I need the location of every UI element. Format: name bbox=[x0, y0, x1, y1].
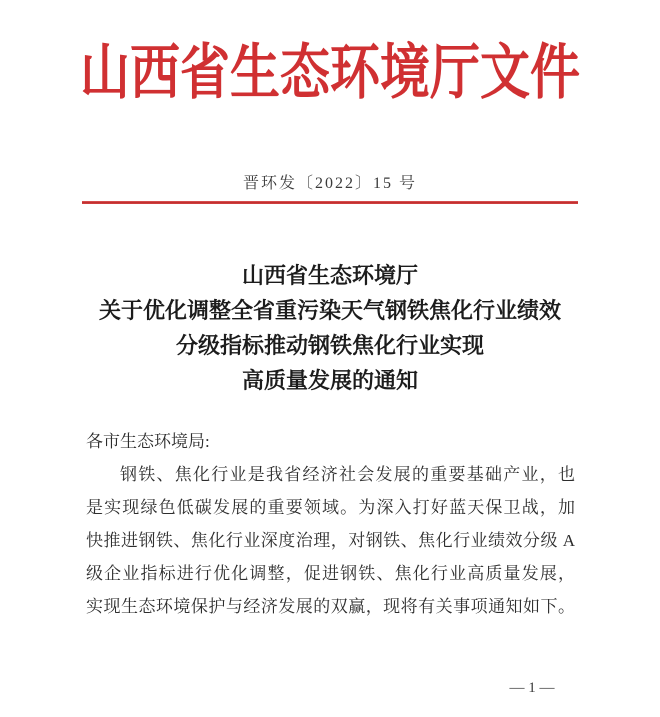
body-line-4: 级企业指标进行优化调整，促进钢铁、焦化行业高质量发展， bbox=[86, 564, 575, 583]
body-line-5: 实现生态环境保护与经济发展的双赢，现将有关事项通知如下。 bbox=[86, 597, 575, 616]
body-line-3: 快推进钢铁、焦化行业深度治理，对钢铁、焦化行业绩效分级 A bbox=[86, 531, 575, 550]
doc-reference-number: 晋环发〔2022〕15 号 bbox=[242, 175, 417, 192]
body-line-2: 是实现绿色低碳发展的重要领域。为深入打好蓝天保卫战，加 bbox=[86, 498, 575, 517]
red-divider-line bbox=[82, 201, 578, 204]
doc-title-line-1: 山西省生态环境厅 bbox=[241, 263, 418, 288]
page-number: — 1 — bbox=[509, 680, 555, 696]
doc-title-block bbox=[30, 258, 630, 398]
doc-title-line-2: 关于优化调整全省重污染天气钢铁焦化行业绩效 bbox=[98, 298, 561, 323]
doc-title-line-4: 高质量发展的通知 bbox=[241, 368, 418, 393]
body-line-1: 钢铁、焦化行业是我省经济社会发展的重要基础产业，也 bbox=[120, 465, 575, 484]
agency-masthead-title: 山西省生态环境厅文件 bbox=[80, 38, 580, 106]
salutation: 各市生态环境局: bbox=[86, 432, 210, 451]
doc-title-line-3: 分级指标推动钢铁焦化行业实现 bbox=[175, 333, 484, 358]
doc-body bbox=[86, 425, 575, 623]
